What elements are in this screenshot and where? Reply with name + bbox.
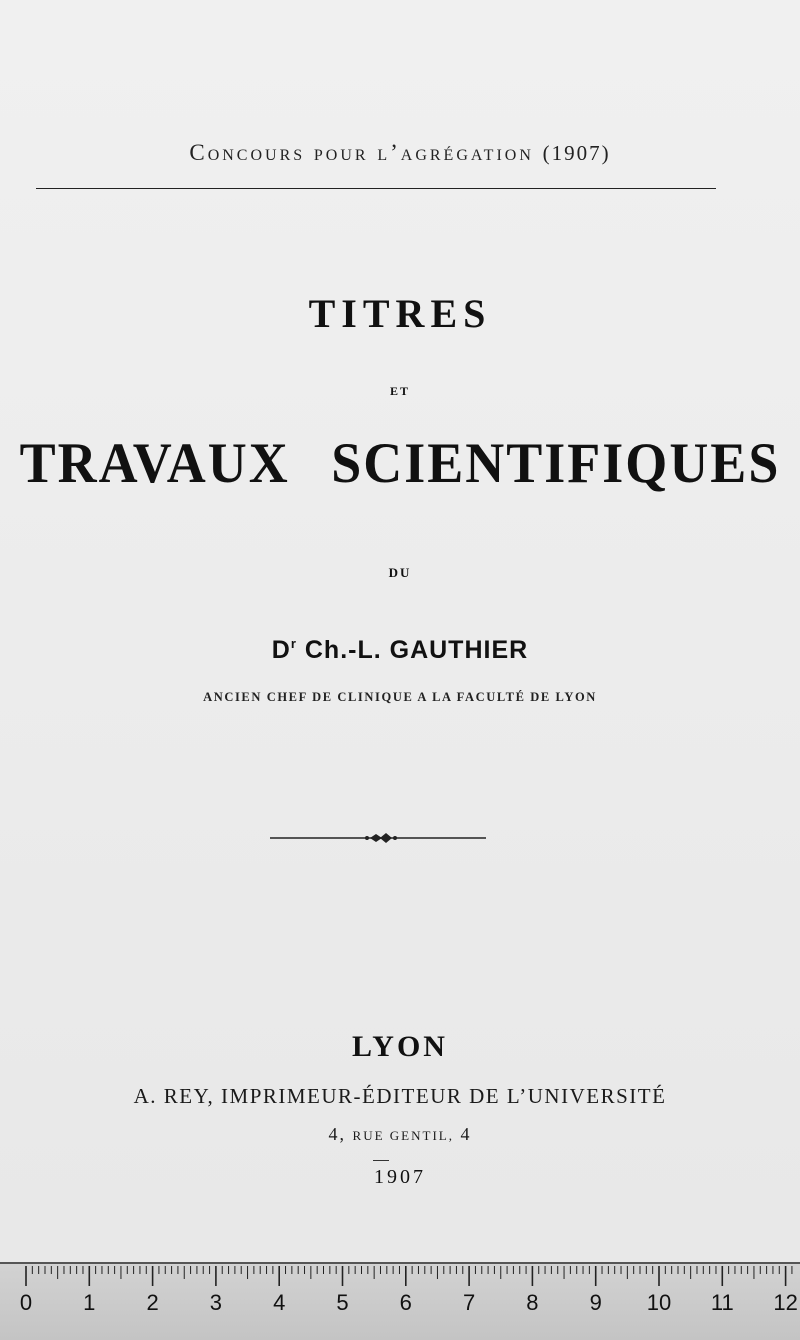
ruler-number: 3 [209, 1290, 223, 1315]
ruler-number: 7 [462, 1290, 476, 1315]
ruler-number: 5 [336, 1290, 349, 1315]
title-line-2: TRAVAUX SCIENTIFIQUES [19, 431, 781, 495]
address-number-2: 4 [453, 1124, 472, 1144]
ruler-number: 11 [710, 1290, 734, 1315]
address-street: RUE GENTIL, [352, 1128, 454, 1143]
series-text: Concours pour l’agrégation [189, 140, 534, 165]
measuring-ruler [0, 1262, 800, 1340]
author-prefix: D [271, 636, 291, 664]
title-line-1: TITRES [308, 291, 492, 336]
year-dash [373, 1160, 389, 1161]
title-connector: ET [389, 384, 410, 398]
series-heading [0, 140, 800, 166]
imprint-year: 1907 [374, 1166, 426, 1188]
author-affiliation: ANCIEN CHEF DE CLINIQUE A LA FACULTÉ DE LYON [203, 690, 597, 704]
imprint-address [0, 1124, 800, 1145]
imprint-city: LYON [352, 1030, 448, 1063]
imprint-printer: A. REY, IMPRIMEUR-ÉDITEUR DE L’UNIVERSITÉ [133, 1084, 667, 1108]
ruler-number: 9 [589, 1290, 602, 1315]
author-preposition: DU [388, 565, 412, 580]
ruler-number: 8 [526, 1290, 539, 1315]
ruler-number: 0 [19, 1290, 33, 1315]
ruler-number: 4 [273, 1290, 286, 1315]
ruler-number: 2 [146, 1290, 159, 1315]
author-name-text: Ch.-L. GAUTHIER [296, 636, 529, 664]
address-number: 4, [328, 1124, 353, 1144]
author-name [0, 636, 800, 665]
top-rule [36, 188, 716, 189]
ornament-divider [270, 830, 486, 846]
ruler-number: 10 [646, 1290, 672, 1315]
ruler-number: 12 [773, 1290, 798, 1315]
ruler-number: 6 [399, 1290, 412, 1315]
author-prefix-superscript: r [290, 636, 297, 651]
ruler-number: 1 [83, 1290, 96, 1315]
series-year: (1907) [542, 141, 611, 165]
